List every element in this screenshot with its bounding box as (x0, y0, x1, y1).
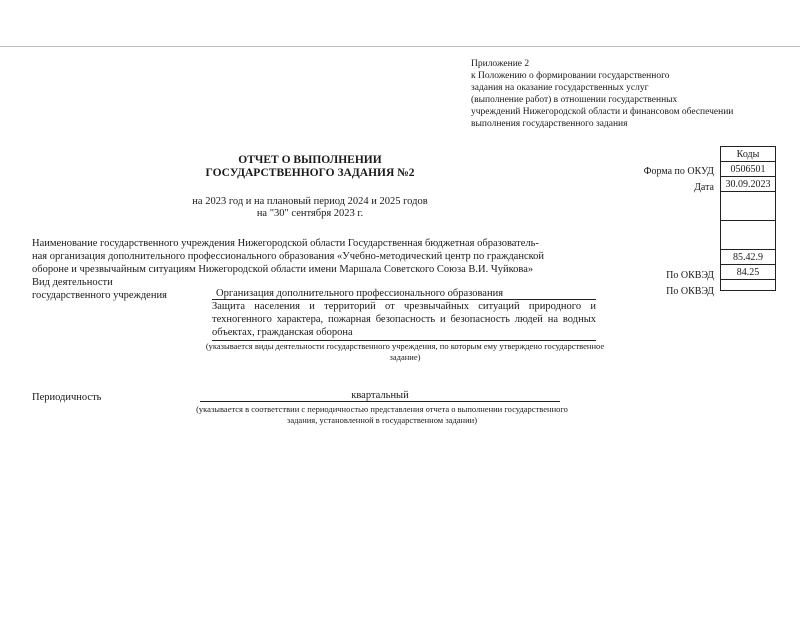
organization-line: ная организация дополнительного профессионального образования «Учебно-методический центр по гражданской (32, 251, 545, 262)
activity-note: (указывается виды деятельности государственного учреждения, по которым ему утверждено государственное задание) (205, 341, 605, 362)
appendix-line: учреждений Нижегородской области и финансовом обеспечении (471, 107, 734, 117)
codes-table (720, 146, 776, 291)
report-period-line1: на 2023 год и на плановый период 2024 и 2025 годов (192, 196, 428, 207)
appendix-note (471, 58, 733, 130)
appendix-line: задания на оказание государственных услуг (471, 83, 649, 93)
report-title-line2: ГОСУДАРСТВЕННОГО ЗАДАНИЯ №2 (205, 167, 415, 179)
periodicity-label: Периодичность (32, 392, 102, 403)
activity-label-1: Вид деятельности (32, 277, 113, 288)
scan-top-edge (0, 46, 800, 47)
appendix-line: (выполнение работ) в отношении государственных (471, 95, 678, 105)
report-period-line2: на "30" сентября 2023 г. (256, 208, 364, 219)
appendix-line: к Положению о формировании государственного (471, 71, 670, 81)
activity-label-2: государственного учреждения (32, 290, 167, 301)
empty-cell (721, 221, 776, 250)
date-label: Дата (694, 182, 714, 193)
okud-code: 0506501 (721, 162, 776, 177)
appendix-line: Приложение 2 (471, 59, 530, 69)
organization-line: обороне и чрезвычайным ситуациям Нижегородской области имени Маршала Советского Союза В.И. Чуйкова» (32, 264, 534, 275)
okved1-code: 85.42.9 (721, 250, 776, 265)
report-title-line1: ОТЧЕТ О ВЫПОЛНЕНИИ (238, 154, 382, 166)
activity-item-1: Организация дополнительного профессионального образования (212, 288, 596, 300)
report-title (150, 154, 470, 180)
appendix-line: выполнения государственного задания (471, 119, 628, 129)
periodicity-note: (указывается в соответствии с периодичностью представления отчета о выполнении государственного задания, установленной в государственном задании) (196, 404, 568, 425)
periodicity-value: квартальный (200, 390, 560, 402)
organization-line: Наименование государственного учреждения Нижегородской области Государственная бюджетная образователь- (32, 238, 539, 249)
okved2-code: 84.25 (721, 265, 776, 280)
codes-header: Коды (721, 147, 776, 162)
okud-label: Форма по ОКУД (643, 166, 714, 177)
report-date: 30.09.2023 (721, 177, 776, 192)
activity-item-2 (212, 300, 596, 339)
organization-name (32, 237, 607, 276)
activity-item-2-text: Защита населения и территорий от чрезвычайных ситуаций природного и техногенного характера, пожарная безопасность и безопасность людей на водных объектах, гражданская оборона (212, 301, 596, 338)
okved1-label: По ОКВЭД (666, 270, 714, 281)
empty-cell (721, 192, 776, 221)
empty-cell (721, 280, 776, 291)
okved2-label: По ОКВЭД (666, 286, 714, 297)
report-period (130, 196, 490, 220)
